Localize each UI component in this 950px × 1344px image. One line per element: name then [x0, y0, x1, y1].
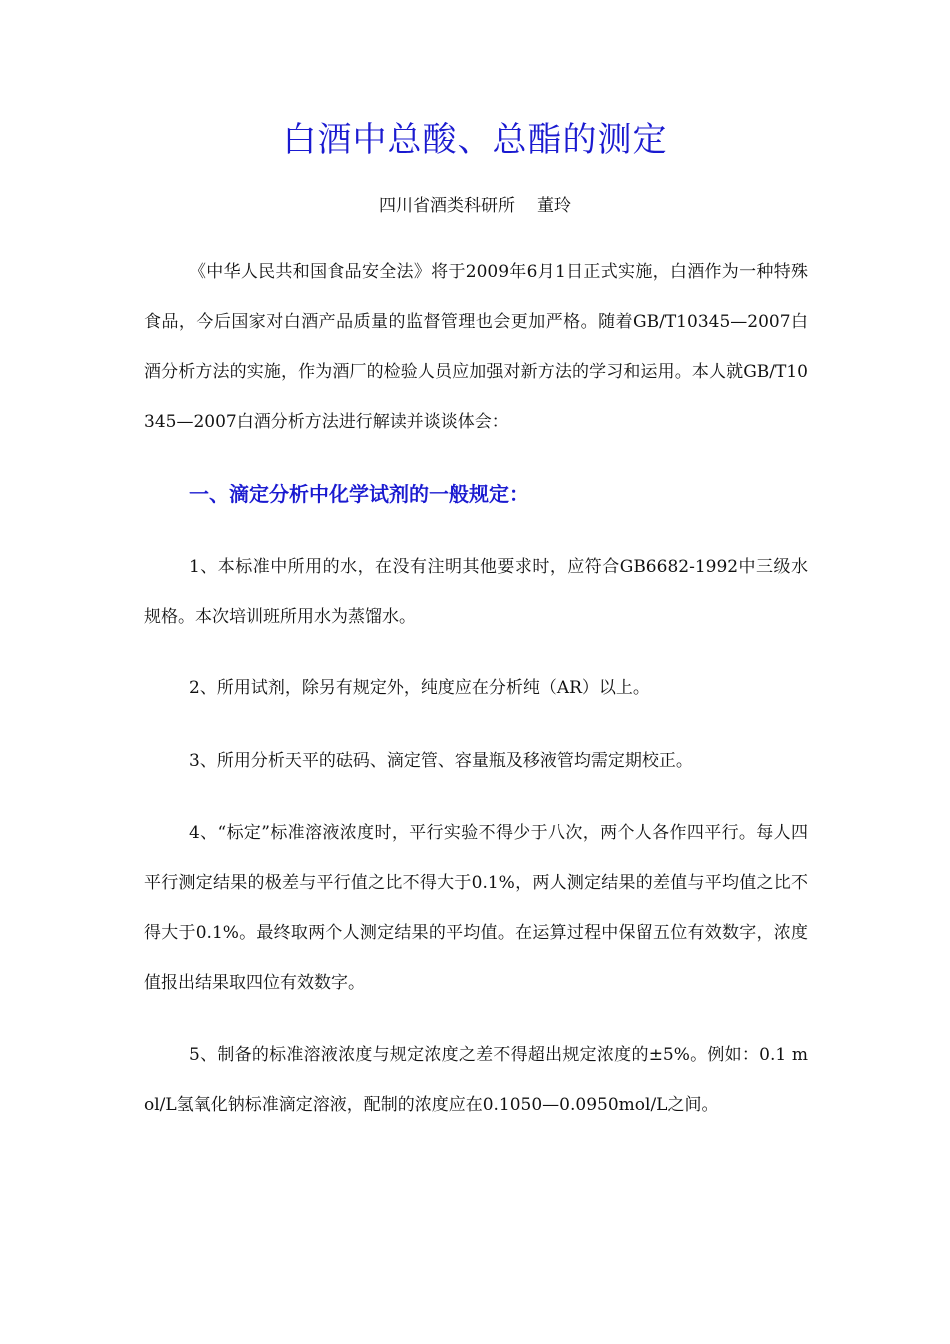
list-item-2: 2、所用试剂，除另有规定外，纯度应在分析纯（AR）以上。	[189, 678, 650, 698]
document-title: 白酒中总酸、总酯的测定	[282, 120, 668, 160]
list-item-3: 3、所用分析天平的砝码、滴定管、容量瓶及移液管均需定期校正。	[189, 751, 693, 771]
author-line	[0, 193, 950, 219]
section-heading: 一、滴定分析中化学试剂的一般规定：	[189, 482, 529, 506]
author-name: 董玲	[537, 196, 571, 216]
list-item-5: 5、制备的标准溶液浓度与规定浓度之差不得超出规定浓度的±5%。例如：0.1 mol/L氢氧化钠标准滴定溶液，配制的浓度应在0.1050—0.0950mol/L之间。	[144, 1045, 808, 1115]
list-item-4: 4、“标定”标准溶液浓度时，平行实验不得少于八次，两个人各作四平行。每人四平行测定结果的极差与平行值之比不得大于0.1%，两人测定结果的差值与平均值之比不得大于0.1%。最终取两个人测定结果的平均值。在运算过程中保留五位有效数字，浓度值报出结果取四位有效数字。	[144, 823, 808, 993]
author-org: 四川省酒类科研所	[379, 196, 515, 216]
intro-paragraph: 《中华人民共和国食品安全法》将于2009年6月1日正式实施，白酒作为一种特殊食品，今后国家对白酒产品质量的监督管理也会更加严格。随着GB/T10345—2007白酒分析方法的实施，作为酒厂的检验人员应加强对新方法的学习和运用。本人就GB/T10345—2007白酒分析方法进行解读并谈谈体会：	[144, 262, 808, 432]
list-item-1: 1、本标准中所用的水，在没有注明其他要求时，应符合GB6682-1992中三级水规格。本次培训班所用水为蒸馏水。	[144, 557, 808, 627]
